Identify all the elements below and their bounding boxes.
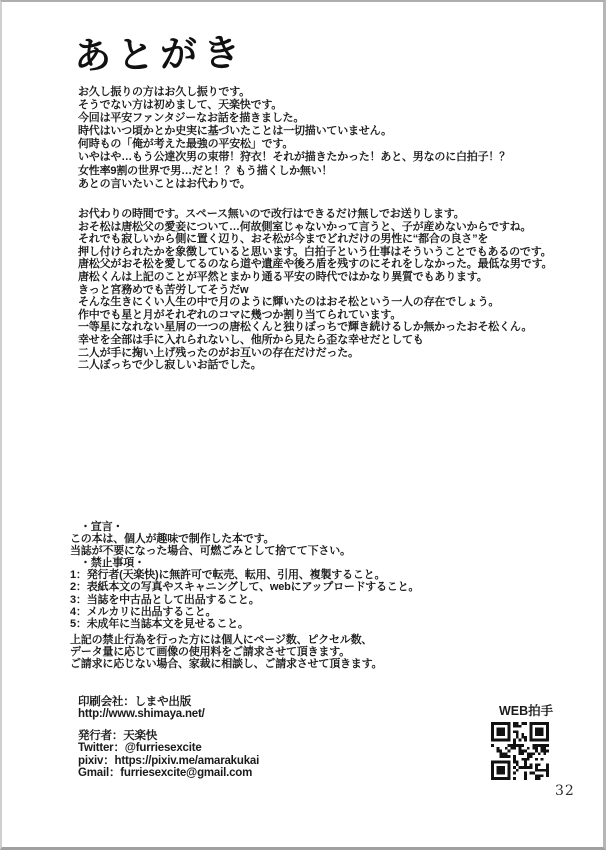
text-line: お久し振りの方はお久し振りです。	[78, 86, 250, 98]
text-line: 何時もの「俺が考えた最強の平安松」です。	[78, 138, 294, 151]
text-line: 時代はいつ頃かとか史実に基づいたことは一切描いていません。	[78, 125, 392, 138]
text-line: 1：発行者(天楽快)に無許可で転売、転用、引用、複製すること。	[70, 569, 386, 582]
declaration-block	[70, 521, 419, 630]
text-line: データ量に応じて画像の使用料をご請求させて頂きます。	[70, 646, 350, 659]
text-line: 4：メルカリに出品すること。	[70, 605, 217, 618]
text-line: 当誌が不要になった場合、可燃ごみとして捨てて下さい。	[70, 545, 351, 558]
text-line: そうでない方は初めまして、天楽快です。	[78, 99, 283, 112]
penalty-note	[70, 634, 382, 670]
afterword-paragraph-2	[78, 208, 552, 372]
text-line: 唐松父がおそ松を愛してるのなら道や遺産や後ろ盾を残すのにそれをしなかった。最低な男です。	[78, 258, 553, 271]
text-line: 上記の禁止行為を行った方には個人にページ数、ピクセル数、	[70, 634, 373, 646]
text-line: きっと宮務めでも苦労してそうだw	[78, 283, 249, 296]
page-title: あとがき	[73, 32, 247, 77]
text-line: 今回は平安ファンタジーなお話を描きました。	[78, 112, 305, 125]
text-line: 発行者：天楽快	[78, 730, 158, 742]
text-line: Gmail：furriesexcite@gmail.com	[78, 766, 253, 779]
text-line: 一等星になれない星屑の一つの唐松くんと独りぼっちで輝き続けるしか無かったおそ松くん。	[78, 321, 533, 334]
text-line: お代わりの時間です。スペース無いので改行はできるだけ無しでお送りします。	[78, 208, 465, 220]
text-line: 二人が手に掬い上げ残ったのがお互いの存在だけだった。	[78, 346, 359, 359]
qr-code	[491, 722, 549, 780]
web-clap-label: WEB拍手	[499, 704, 554, 718]
text-line: pixiv：https://pixiv.me/amarakukai	[78, 754, 260, 767]
text-line: Twitter：@furriesexcite	[78, 742, 202, 755]
text-line: 5：未成年に当誌本文を見せること。	[70, 617, 249, 630]
page-number: 32	[555, 783, 575, 799]
text-line: 幸せを全部は手に入れられないし、他所から見たら歪な幸せだとしても	[78, 333, 424, 346]
text-line: 唐松くんは上記のことが平然とまかり通る平安の時代ではかなり異質でもあります。	[78, 270, 488, 283]
text-line: ・宣言・	[80, 521, 124, 533]
text-line: ご請求に応じない場合、家裁に相談し、ご請求させて頂きます。	[70, 658, 383, 671]
text-line: あとの言いたいことはお代わりで。	[78, 177, 251, 190]
text-line: それでも寂しいから側に置く辺り、おそ松が今までどれだけの男性に“都合の良さ”を	[78, 233, 489, 246]
text-line: 押し付けられたかを象徴していると思います。白拍子という仕事はそういうことでもあるのです。	[78, 245, 552, 258]
text-line: 二人ぼっちで少し寂しいお話でした。	[78, 359, 262, 372]
text-line: ・禁止事項・	[80, 557, 145, 570]
text-line: 印刷会社：しまや出版	[78, 696, 191, 708]
text-line: 作中でも星と月がそれぞれのコマに幾つか割り当てられています。	[78, 308, 402, 321]
text-line: いやはや…もう公達次男の束帯！狩衣！それが描きたかった！あと、男なのに白拍子！？	[78, 151, 510, 164]
publisher-info	[78, 730, 259, 779]
text-line: 2：表紙本文の写真やスキャニングして、webにアップロードすること。	[70, 581, 420, 594]
text-line: この本は、個人が趣味で制作した本です。	[70, 533, 275, 546]
text-line: http://www.shimaya.net/	[78, 708, 205, 721]
text-line: そんな生きにくい人生の中で月のように輝いたのはおそ松という一人の存在でしょう。	[78, 296, 500, 309]
text-line: 3：当誌を中古品として出品すること。	[70, 593, 260, 606]
text-line: おそ松は唐松父の愛妾について…何故側室じゃないかって言うと、子が産めないからですね。	[78, 220, 532, 233]
text-line: 女性率9割の世界で男…だと！？もう描くしか無い！	[78, 164, 333, 177]
printer-info	[78, 696, 205, 721]
afterword-paragraph-1	[78, 86, 510, 191]
